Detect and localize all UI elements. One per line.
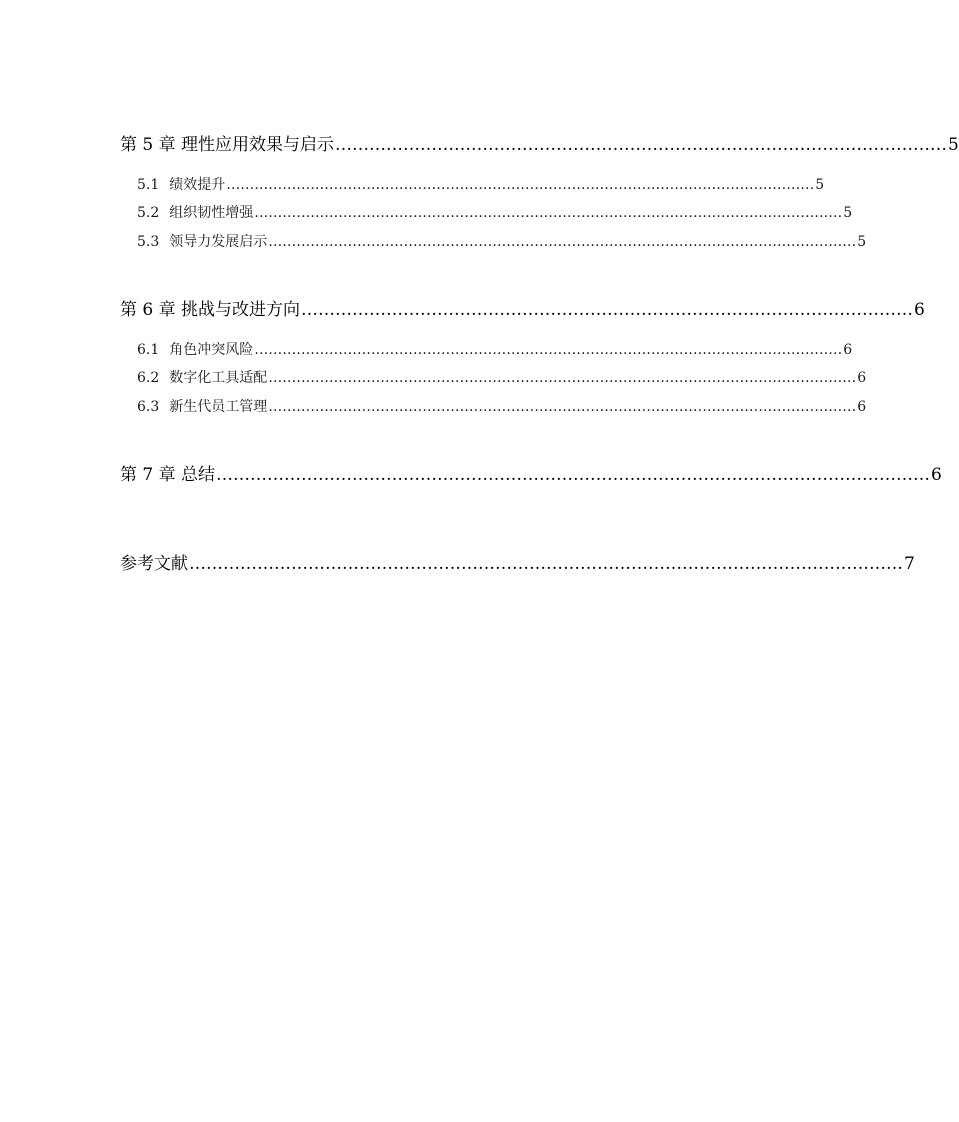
toc-entry-title: 第 5 章 理性应用效果与启示 bbox=[120, 135, 335, 155]
toc-entry-section-5-2[interactable] bbox=[137, 203, 853, 223]
toc-entry-title: 组织韧性增强 bbox=[169, 205, 254, 221]
dot-leader: ……………………………………………………………………………………………………………… bbox=[268, 234, 857, 250]
toc-entry-page: 6 bbox=[857, 370, 867, 386]
section-number: 6.2 bbox=[137, 370, 160, 386]
toc-entry-section-5-3[interactable] bbox=[137, 232, 867, 252]
toc-entry-page: 6 bbox=[914, 300, 925, 320]
toc-entry-page: 5 bbox=[857, 234, 867, 250]
toc-entry-chapter-5[interactable] bbox=[120, 133, 959, 157]
toc-entry-page: 6 bbox=[931, 465, 942, 485]
toc-entry-title: 绩效提升 bbox=[169, 177, 226, 193]
dot-leader: ……………………………………………………………………………………………………………… bbox=[254, 342, 843, 358]
toc-entry-title: 第 7 章 总结 bbox=[120, 465, 216, 485]
toc-entry-page: 5 bbox=[843, 205, 853, 221]
section-number: 5.1 bbox=[137, 177, 160, 193]
toc-entry-title: 新生代员工管理 bbox=[169, 399, 268, 415]
dot-leader: ……………………………………………………………………………………………… bbox=[335, 135, 948, 155]
toc-entry-section-6-2[interactable] bbox=[137, 368, 867, 388]
section-number: 5.3 bbox=[137, 234, 160, 250]
toc-entry-section-5-1[interactable] bbox=[137, 175, 825, 195]
toc-entry-section-6-3[interactable] bbox=[137, 397, 867, 417]
toc-entry-page: 5 bbox=[948, 135, 959, 155]
section-number: 6.1 bbox=[137, 342, 160, 358]
dot-leader: ……………………………………………………………………………………………………………… bbox=[189, 554, 903, 574]
toc-entry-title: 数字化工具适配 bbox=[169, 370, 268, 386]
toc-entry-page: 6 bbox=[843, 342, 853, 358]
dot-leader: ……………………………………………………………………………………………………………… bbox=[254, 205, 843, 221]
toc-entry-page: 6 bbox=[857, 399, 867, 415]
dot-leader: ……………………………………………………………………………………………………………… bbox=[268, 370, 857, 386]
toc-entry-title: 第 6 章 挑战与改进方向 bbox=[120, 300, 301, 320]
toc-entry-title: 领导力发展启示 bbox=[169, 234, 268, 250]
dot-leader: ……………………………………………………………………………………………………………… bbox=[268, 399, 857, 415]
toc-entry-references[interactable] bbox=[120, 552, 915, 576]
toc-entry-title: 角色冲突风险 bbox=[169, 342, 254, 358]
toc-entry-title: 参考文献 bbox=[120, 554, 188, 574]
toc-entry-page: 5 bbox=[815, 177, 825, 193]
toc-entry-page: 7 bbox=[904, 554, 915, 574]
section-number: 5.2 bbox=[137, 205, 160, 221]
dot-leader: ……………………………………………………………………………………………… bbox=[301, 300, 914, 320]
toc-entry-chapter-7[interactable] bbox=[120, 463, 942, 487]
dot-leader: ……………………………………………………………………………………………………………… bbox=[226, 177, 815, 193]
toc-entry-section-6-1[interactable] bbox=[137, 340, 853, 360]
section-number: 6.3 bbox=[137, 399, 160, 415]
toc-entry-chapter-6[interactable] bbox=[120, 298, 925, 322]
dot-leader: ……………………………………………………………………………………………………………… bbox=[216, 465, 931, 485]
